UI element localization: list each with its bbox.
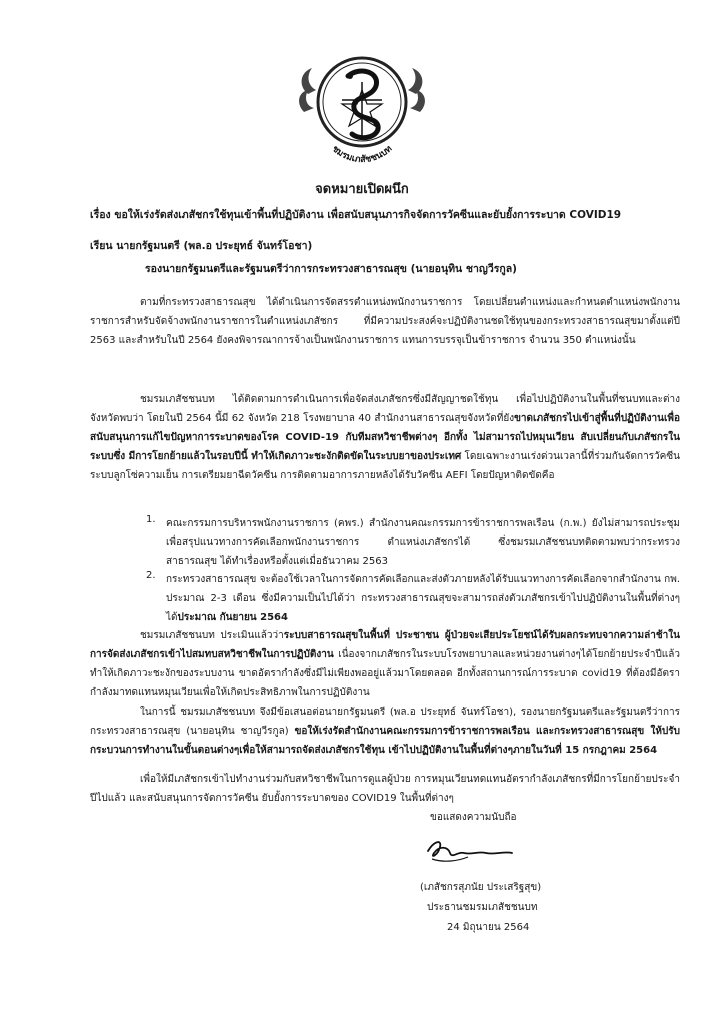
paragraph-5: เพื่อให้มีเภสัชกรเข้าไปทำงานร่วมกับสหวิชาชีพในการดูแลผู้ป่วย การหมุนเวียนทดแทนอัตรากำลังเภสัชกรที่มีการโยกย้ายประจำปีไปแล้ว และสนับสนุนการจัดการวัคซีน ยับยั้งการระบาดของ COVID19 ในพื้นที่ต่างๆ — [90, 774, 680, 804]
paragraph-2-text-b: โดยเฉพาะงานเร่งด่วนเวลานี้ที่ร่วมกันจัดการวัคซีน ระบบลูกโซ่ความเย็น การเตรียมยาฉีดวัคซีน การติดตามอาการภายหลังได้รับวัคซีน AEFI โดยปัญหาติดขัดคือ — [90, 451, 680, 481]
letter-date: 24 มิถุนายน 2564 — [447, 922, 530, 933]
list-number-2: 2. — [146, 570, 156, 581]
paragraph-4-emphasis: ขอให้เร่งรัดสำนักงานคณะกรรมการข้าราชการพลเรือน และกระทรวงสาธารณสุข ให้ปรับกระบวนการทำงานในขั้นตอนต่างๆเพื่อให้สามารถจัดส่งเภสัชกรใช้ทุน เข้าไปปฏิบัติงานในพื้นที่ต่างๆภายในวันที่ 15 กรกฎาคม 2564 — [90, 726, 681, 756]
paragraph-1: ตามที่กระทรวงสาธารณสุข ได้ดำเนินการจัดสรรตำแหน่งพนักงานราชการ โดยเปลี่ยนตำแหน่งและกำหนดตำแหน่งพนักงานราชการสำหรับจัดจ้างพนักงานราชการในตำแหน่งเภสัชกร ที่มีความประสงค์จะปฏิบัติงานชดใช้ทุนของกระทรวงสาธารณสุขมาตั้งแต่ปี 2563 และสำหรับในปี 2564 ยังคงพิจารณาการจ้างเป็นพนักงานราชการ แทนการบรรจุเป็นข้าราชการ จำนวน 350 ตำแหน่งนั้น — [90, 297, 680, 346]
paragraph-3-text-a: ชมรมเภสัชชนบท ประเมินแล้วว่า — [140, 630, 284, 641]
logo-text: ชมรมเภสัชชนบท — [329, 144, 395, 164]
closing-line: ขอแสดงความนับถือ — [430, 812, 517, 823]
letter-title: จดหมายเปิดผนึก — [315, 182, 409, 197]
paragraph-3 — [90, 626, 680, 702]
list-number-1: 1. — [146, 514, 156, 525]
recipient-line-2: รองนายกรัฐมนตรีและรัฐมนตรีว่าการกระทรวงสาธารณสุข (นายอนุทิน ชาญวีรกูล) — [145, 263, 517, 275]
list-item-2-emphasis: ประมาณ กันยายน 2564 — [177, 612, 288, 623]
list-item-2 — [166, 570, 680, 627]
club-logo — [298, 46, 426, 164]
paragraph-4 — [90, 703, 680, 760]
paragraph-4-text: ในการนี้ ชมรมเภสัชชนบท จึงมีข้อเสนอต่อนายกรัฐมนตรี (พล.อ ประยุทธ์ จันทร์โอชา), รองนายกรัฐมนตรีและรัฐมนตรีว่าการกระทรวงสาธารณสุข (นายอนุทิน ชาญวีรกูล) — [90, 707, 680, 737]
list-item-2-text: กระทรวงสาธารณสุข จะต้องใช้เวลาในการจัดการคัดเลือกและส่งตัวภายหลังได้รับแนวทางการคัดเลือกจากสำนักงาน กพ. ประมาณ 2-3 เดือน ซึ่งมีความเป็นไปได้ว่า กระทรวงสาธารณสุขจะสามารถส่งตัวเภสัชกรเข้าไปปฏิบัติงานในพื้นที่ต่างๆได้ — [166, 574, 680, 623]
signer-title: ประธานชมรมเภสัชชนบท — [427, 902, 538, 913]
paragraph-2 — [90, 390, 680, 485]
signature-image — [424, 833, 516, 867]
recipient-line-1: เรียน นายกรัฐมนตรี (พล.อ ประยุทธ์ จันทร์โอชา) — [90, 240, 313, 252]
signer-name: (เภสัชกรสุภนัย ประเสริฐสุข) — [420, 882, 542, 893]
paragraph-3-emphasis: ระบบสาธารณสุขในพื้นที่ ประชาชน ผู้ป่วยจะเสียประโยชน์ได้รับผลกระทบจากความล่าช้าในการจัดส่งเภสัชกรเข้าไปสมทบสหวิชาชีพในการปฏิบัติงาน — [90, 630, 680, 660]
letter-subject: เรื่อง ขอให้เร่งรัดส่งเภสัชกรใช้ทุนเข้าพื้นที่ปฏิบัติงาน เพื่อสนับสนุนภารกิจจัดการวัคซีนและยับยั้งการระบาด COVID19 — [90, 209, 622, 221]
paragraph-2-text-a: ชมรมเภสัชชนบท ได้ติดตามการดำเนินการเพื่อจัดส่งเภสัชกรซึ่งมีสัญญาชดใช้ทุน เพื่อไปปฏิบัติงานในพื้นที่ชนบทและต่างจังหวัดพบว่า โดยในปี 2564 นี้มี 62 จังหวัด 218 โรงพยาบาล 40 สำนักงานสาธารณสุขจังหวัดที่ยัง — [90, 394, 680, 424]
paragraph-3-text-b: เนื่องจากเภสัชกรในระบบโรงพยาบาลและหน่วยงานต่างๆได้โยกย้ายประจำปีแล้ว ทำให้เกิดภาวะชะงักของระบบงาน ขาดอัตรากำลังซึ่งมีไม่เพียงพออยู่แล้วมาโดยตลอด อีกทั้งสถานการณ์การระบาด covid19 ที่ต้องมีอัตรากำลังมาทดแทนหมุนเวียนเพื่อให้เกิดประสิทธิภาพในการปฏิบัติงาน — [90, 649, 680, 698]
list-item-1: คณะกรรมการบริหารพนักงานราชการ (คพร.) สำนักงานคณะกรรมการข้าราชการพลเรือน (ก.พ.) ยังไม่สามารถประชุม เพื่อสรุปแนวทางการคัดเลือกพนักงานราชการ ตำแหน่งเภสัชกรได้ ซึ่งชมรมเภสัชชนบทติดตามพบว่ากระทรวงสาธารณสุข ได้ทำเรื่องหรือตั้งแต่เมื่อธันวาคม 2563 — [166, 518, 680, 567]
paragraph-2-emphasis: ขาดเภสัชกรไปเข้าสู่พื้นที่ปฏิบัติงานเพื่อสนับสนุนการแก้ไขปัญหาการระบาดของโรค COVID-19 กับทีมสหวิชาชีพต่างๆ อีกทั้ง ไม่สามารถไปหมุนเวียน สับเปลี่ยนกับเภสัชกรในระบบซึ่ง มีการโยกย้ายแล้วในรอบปีนี้ ทำให้เกิดภาวะชะงักติดขัดในระบบยาของประเทศ — [90, 413, 680, 462]
